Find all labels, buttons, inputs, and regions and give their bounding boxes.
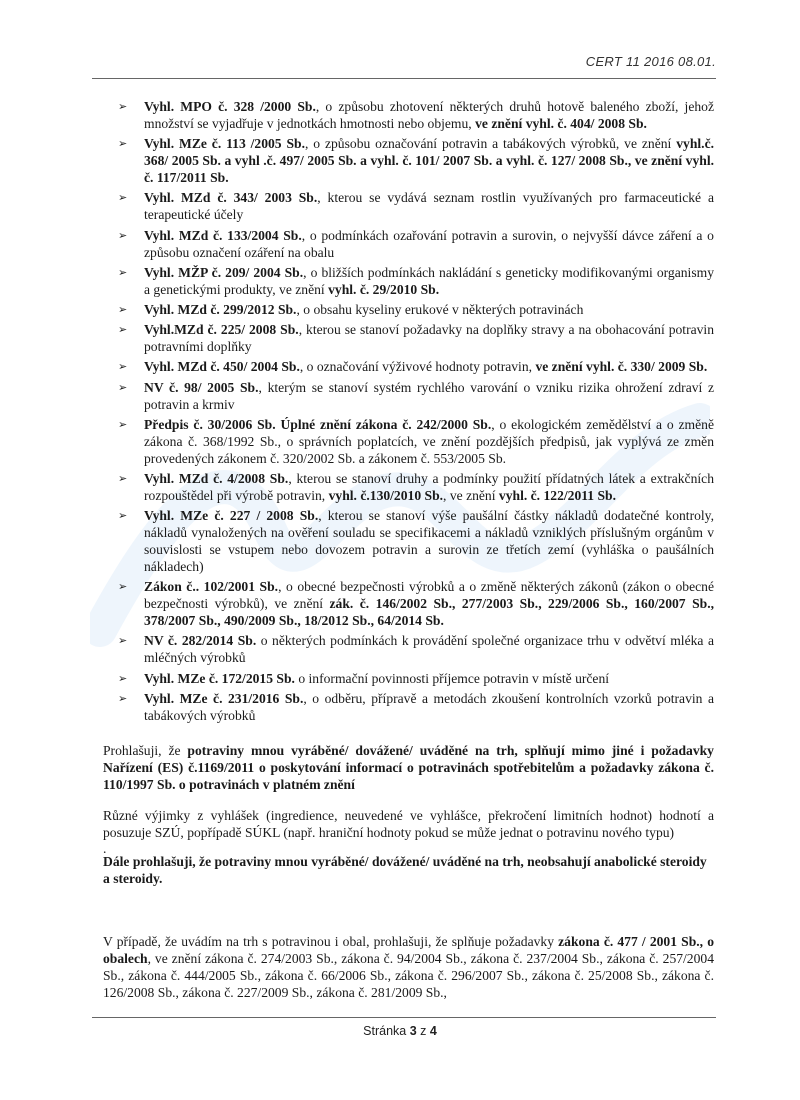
arrow-bullet-icon: ➢ bbox=[118, 360, 128, 374]
regulation-text-segment-bold: vyhl. č. 122/2011 Sb. bbox=[498, 487, 617, 503]
regulation-text-segment: , o označování výživové hodnoty potravin, bbox=[299, 359, 536, 375]
footer-rule bbox=[92, 1017, 716, 1018]
packaging-text-segment-bold: zákona č. 477 / 2001 Sb., o obalech bbox=[103, 934, 714, 966]
regulation-text-segment-bold: vyhl. č.130/2010 Sb. bbox=[328, 487, 444, 503]
regulation-item bbox=[118, 507, 714, 575]
regulation-text-segment-bold: Vyhl. MZe č. 231/2016 Sb. bbox=[144, 690, 304, 706]
regulation-text-segment: , kterým se stanoví systém rychlého varování o vzniku rizika ohrožení zdraví z potravin a krmiv bbox=[144, 379, 714, 412]
regulation-item bbox=[118, 264, 714, 298]
regulation-text-segment-bold: zák. č. 146/2002 Sb., 277/2003 Sb., 229/2006 Sb., 160/2007 Sb., 378/2007 Sb., 490/2009 Sb., 18/2012 Sb., 64/2014 Sb. bbox=[144, 596, 714, 629]
regulation-text-segment: , kterou se stanoví druhy a podmínky použití přídatných látek a extrakčních rozpouštědel při výrobě potravin, bbox=[144, 470, 714, 503]
steroids-declaration: Dále prohlašuji, že potraviny mnou vyráběné/ dovážené/ uváděné na trh, neobsahují anabolické steroidy a steroidy. bbox=[103, 854, 707, 886]
regulation-text-segment: , o ekologickém zemědělství a o změně zákona č. 368/1992 Sb., o správních poplatcích, ve znění pozdějších předpisů, jak vyplývá ze změn provedených zákonem č. 320/2002 Sb. a zákonem č. 553/2005 Sb. bbox=[144, 416, 714, 466]
regulation-text-segment-bold: Vyhl. MPO č. 328 /2000 Sb. bbox=[144, 99, 316, 114]
regulation-text-segment-bold: Vyhl. MŽP č. 209/ 2004 Sb. bbox=[144, 264, 304, 280]
footer-separator: z bbox=[420, 1024, 427, 1038]
regulation-text-segment-bold: Vyhl. MZe č. 227 / 2008 Sb. bbox=[144, 508, 319, 524]
arrow-bullet-icon: ➢ bbox=[118, 634, 128, 648]
regulation-item bbox=[118, 578, 714, 629]
regulation-list bbox=[118, 98, 714, 727]
packaging-text-segment: , ve znění zákona č. 274/2003 Sb., zákona č. 94/2004 Sb., zákona č. 237/2004 Sb., zákona č. 257/2004 Sb., zákona č. 444/2005 Sb., zákona č. 66/2006 Sb., zákona č. 296/2007 Sb., zákona č. 25/2008 Sb., zákona č. 126/2008 Sb., zákona č. 227/2009 Sb., zákona č. 281/2009 Sb., bbox=[103, 951, 714, 1000]
declaration-text-segment-bold: potraviny mnou vyráběné/ dovážené/ uváděné na trh, splňují mimo jiné i požadavky Nařízení (ES) č.1169/2011 o poskytování informací o potravinách spotřebitelům a požadavky zákona č. 110/1997 Sb. o potravinách v platném znění bbox=[103, 743, 714, 792]
page-footer bbox=[0, 1024, 800, 1038]
packaging-text-segment: V případě, že uvádím na trh s potravinou i obal, prohlašuji, že splňuje požadavky bbox=[103, 934, 559, 949]
regulation-item bbox=[118, 358, 714, 375]
regulation-text-segment-bold: ve znění vyhl. č. 404/ 2008 Sb. bbox=[475, 116, 647, 131]
declaration-paragraph bbox=[103, 742, 714, 793]
arrow-bullet-icon: ➢ bbox=[118, 137, 128, 151]
header-rule bbox=[92, 78, 716, 79]
regulation-text-segment: , o obsahu kyseliny erukové v některých potravinách bbox=[296, 301, 584, 317]
arrow-bullet-icon: ➢ bbox=[118, 471, 128, 485]
regulation-item bbox=[118, 470, 714, 504]
regulation-text-segment: , kterou se stanoví výše paušální částky nákladů dodatečné kontroly, nákladů vynaložených na ověření souladu se specifikacemi a nákladů vzniklých příslušným orgánům v souvislosti se vstupem nebo dovozem potravin a surovin ze třetích zemí (vyhláška o paušálních nákladech) bbox=[144, 508, 714, 575]
arrow-bullet-icon: ➢ bbox=[118, 191, 128, 205]
declarations-section bbox=[103, 742, 714, 1015]
regulation-text-segment-bold: Vyhl.MZd č. 225/ 2008 Sb. bbox=[144, 322, 299, 338]
regulation-text-segment-bold: NV č. 98/ 2005 Sb. bbox=[144, 379, 259, 395]
regulation-text-segment-bold: Vyhl. MZd č. 450/ 2004 Sb. bbox=[144, 359, 300, 375]
regulation-item bbox=[118, 670, 714, 687]
regulation-text-segment-bold: Předpis č. 30/2006 Sb. Úplné znění zákona č. 242/2000 Sb. bbox=[144, 416, 492, 432]
arrow-bullet-icon: ➢ bbox=[118, 265, 128, 279]
regulation-item bbox=[118, 690, 714, 724]
footer-page-number: 3 bbox=[409, 1024, 417, 1038]
regulation-item bbox=[118, 189, 714, 223]
regulation-text-segment-bold: ve znění vyhl. č. 330/ 2009 Sb. bbox=[535, 359, 708, 375]
arrow-bullet-icon: ➢ bbox=[118, 671, 128, 685]
regulation-text-segment-bold: vyhl.č. 368/ 2005 Sb. a vyhl .č. 497/ 2005 Sb. a vyhl. č. 101/ 2007 Sb. a vyhl. č. 127/ 2008 Sb., ve znění vyhl. č. 117/2011 Sb. bbox=[144, 136, 714, 186]
regulation-text-segment-bold: Vyhl. MZd č. 343/ 2003 Sb. bbox=[144, 190, 318, 206]
regulation-text-segment: , o způsobu zhotovení některých druhů hotově baleného zboží, jehož množství se vyjadřuje v jednotkách hmotnosti nebo objemu, bbox=[144, 99, 714, 131]
dot-mark: . bbox=[103, 841, 107, 856]
arrow-bullet-icon: ➢ bbox=[118, 580, 128, 594]
regulation-item bbox=[118, 135, 714, 186]
regulation-item bbox=[118, 416, 714, 467]
arrow-bullet-icon: ➢ bbox=[118, 100, 128, 113]
exceptions-text-segment: Různé výjimky z vyhlášek (ingredience, neuvedené ve vyhlášce, překročení limitních hodnot) hodnotí a posuzuje SZÚ, popřípadě SÚKL (např. hraniční hodnoty pokud se může jednat o potravinu nového typu) bbox=[103, 808, 714, 840]
regulation-item bbox=[118, 379, 714, 413]
footer-page-total: 4 bbox=[429, 1024, 437, 1038]
arrow-bullet-icon: ➢ bbox=[118, 691, 128, 705]
arrow-bullet-icon: ➢ bbox=[118, 417, 128, 431]
regulation-item bbox=[118, 632, 714, 666]
arrow-bullet-icon: ➢ bbox=[118, 509, 128, 523]
regulation-text-segment-bold: Vyhl. MZe č. 113 /2005 Sb. bbox=[144, 136, 306, 152]
regulation-text-segment: , o bližších podmínkách nakládání s geneticky modifikovanými organismy a genetickými produkty, ve znění bbox=[144, 264, 714, 297]
regulation-text-segment-bold: vyhl. č. 29/2010 Sb. bbox=[328, 281, 440, 297]
arrow-bullet-icon: ➢ bbox=[118, 228, 128, 242]
document-reference: CERT 11 2016 08.01. bbox=[585, 54, 716, 69]
footer-prefix: Stránka bbox=[363, 1024, 407, 1038]
arrow-bullet-icon: ➢ bbox=[118, 302, 128, 316]
regulation-text-segment-bold: Vyhl. MZd č. 133/2004 Sb. bbox=[144, 227, 302, 243]
arrow-bullet-icon: ➢ bbox=[118, 380, 128, 394]
regulation-item bbox=[118, 98, 714, 132]
regulation-text-segment: o informační povinnosti příjemce potravin v místě určení bbox=[294, 670, 610, 686]
regulation-text-segment-bold: Vyhl. MZd č. 299/2012 Sb. bbox=[144, 301, 297, 317]
regulation-text-segment: o některých podmínkách k provádění společné organizace trhu v odvětví mléka a mléčných výrobků bbox=[144, 633, 714, 666]
regulation-text-segment: , o způsobu označování potravin a tabákových výrobků, ve znění bbox=[305, 136, 677, 152]
regulation-item bbox=[118, 321, 714, 355]
regulation-item bbox=[118, 227, 714, 261]
regulation-text-segment-bold: Vyhl. MZe č. 172/2015 Sb. bbox=[144, 670, 295, 686]
regulation-item bbox=[118, 301, 714, 318]
exceptions-paragraph bbox=[103, 807, 714, 841]
regulation-text-segment-bold: NV č. 282/2014 Sb. bbox=[144, 633, 257, 649]
regulation-text-segment: , o odběru, přípravě a metodách zkoušení kontrolních vzorků potravin a tabákových výrobků bbox=[144, 690, 714, 723]
regulation-text-segment: , ve znění bbox=[443, 487, 499, 503]
packaging-paragraph bbox=[103, 933, 714, 1001]
declaration-text-segment: Prohlašuji, že bbox=[103, 743, 188, 758]
regulation-text-segment: , kterou se stanoví požadavky na doplňky stravy a na obohacování potravin potravními doplňky bbox=[144, 322, 714, 355]
regulation-text-segment-bold: Zákon č.. 102/2001 Sb. bbox=[144, 579, 279, 595]
regulation-text-segment-bold: Vyhl. MZd č. 4/2008 Sb. bbox=[144, 470, 289, 486]
regulation-text-segment: , kterou se vydává seznam rostlin využívaných pro farmaceutické a terapeutické účely bbox=[144, 190, 714, 223]
regulation-text-segment: , o obecné bezpečnosti výrobků a o změně některých zákonů (zákon o obecné bezpečnosti výrobků), ve znění bbox=[144, 579, 714, 612]
arrow-bullet-icon: ➢ bbox=[118, 323, 128, 337]
regulation-text-segment: , o podmínkách ozařování potravin a surovin, o nejvyšší dávce záření a o způsobu označení ozáření na obalu bbox=[144, 227, 714, 260]
